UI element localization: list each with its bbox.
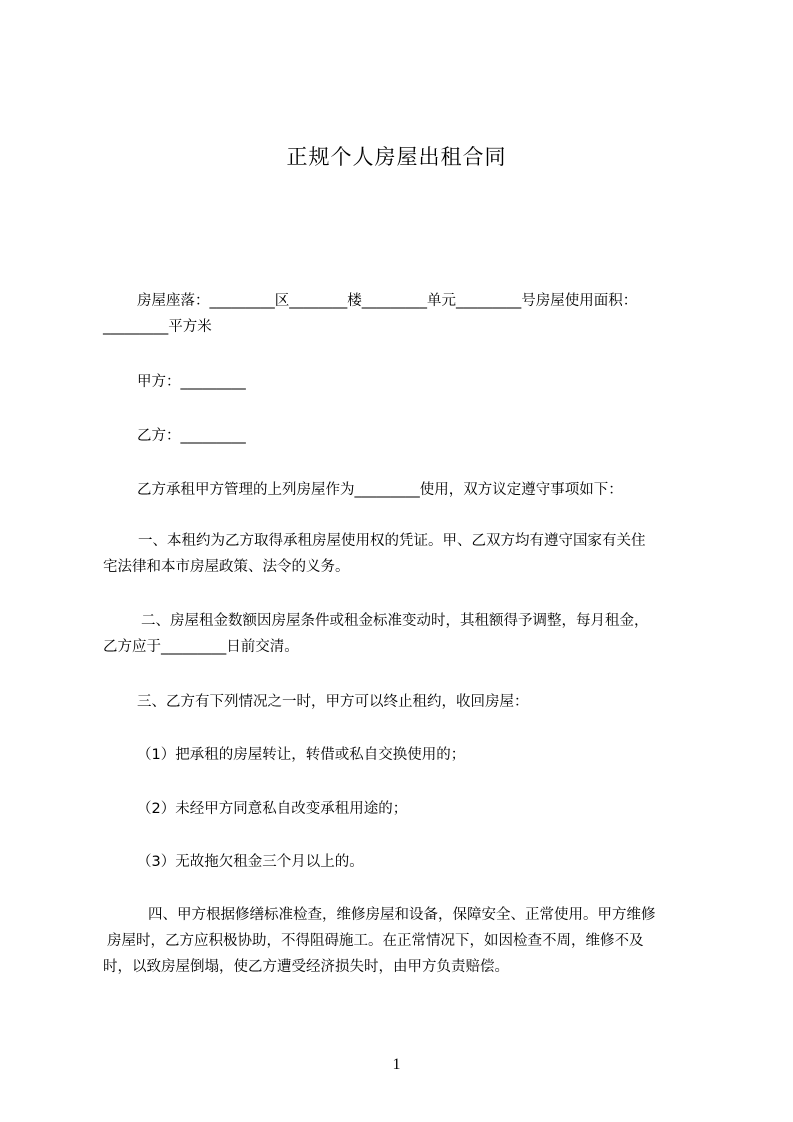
property-location-line-2: _________平方米 bbox=[103, 319, 212, 335]
clause-one-line-1: 一、本租约为乙方取得承租房屋使用权的凭证。甲、乙双方均有遵守国家有关住 bbox=[138, 533, 646, 549]
usage-agreement-paragraph bbox=[103, 477, 699, 503]
party-a-paragraph bbox=[103, 369, 699, 395]
clause-three-item-1 bbox=[103, 742, 699, 768]
clause-four-line-1: 四、甲方根据修缮标准检查，维修房屋和设备，保障安全、正常使用。甲方维修 bbox=[148, 907, 656, 923]
party-b-line: 乙方：_________ bbox=[137, 428, 246, 444]
clause-four-paragraph bbox=[103, 902, 699, 980]
document-title: 正规个人房屋出租合同 bbox=[286, 145, 507, 169]
clause-three-item-3 bbox=[103, 849, 699, 875]
property-location-paragraph bbox=[103, 288, 699, 340]
clause-four-line-2: 房屋时，乙方应积极协助，不得阻碍施工。在正常情况下，如因检查不周，维修不及 bbox=[107, 933, 644, 949]
clause-three-item-2-line: （2）未经甲方同意私自改变承租用途的； bbox=[137, 801, 408, 817]
page-number: 1 bbox=[392, 1056, 401, 1073]
clause-two-line-1: 二、房屋租金数额因房屋条件或租金标准变动时，其租额得予调整，每月租金， bbox=[141, 613, 649, 629]
clause-one-paragraph bbox=[103, 528, 699, 580]
clause-three-item-2 bbox=[103, 796, 699, 822]
clause-two-paragraph bbox=[103, 608, 699, 660]
clause-four-line-3: 时，以致房屋倒塌，使乙方遭受经济损失时，由甲方负责赔偿。 bbox=[103, 959, 509, 975]
clause-three-paragraph bbox=[103, 689, 699, 715]
clause-three-line: 三、乙方有下列情况之一时，甲方可以终止租约，收回房屋： bbox=[137, 694, 529, 710]
property-location-line-1: 房屋座落：_________区________楼_________单元_________号房屋使用面积： bbox=[137, 293, 638, 309]
clause-one-line-2: 宅法律和本市房屋政策、法令的义务。 bbox=[103, 559, 350, 575]
clause-three-item-1-line: （1）把承租的房屋转让，转借或私自交换使用的； bbox=[137, 747, 466, 763]
clause-three-item-3-line: （3）无故拖欠租金三个月以上的。 bbox=[137, 854, 364, 870]
usage-agreement-line: 乙方承租甲方管理的上列房屋作为_________使用，双方议定遵守事项如下： bbox=[137, 482, 623, 498]
clause-two-line-2: 乙方应于_________日前交清。 bbox=[103, 639, 299, 655]
party-b-paragraph bbox=[103, 423, 699, 449]
party-a-line: 甲方：_________ bbox=[137, 374, 246, 390]
